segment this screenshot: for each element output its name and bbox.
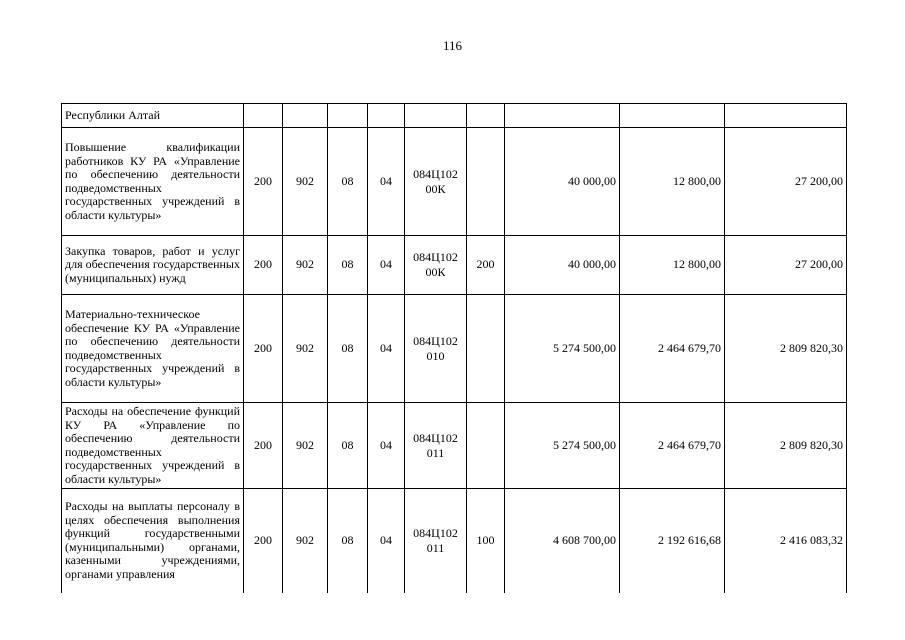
row-name: Расходы на выплаты персоналу в целях обеспечения выполнения функций государственными (муниципальными) органами, казенными учреждениями, органами управления: [62, 489, 244, 593]
target-code-cell: [405, 128, 467, 236]
grbs-cell: 200: [244, 489, 283, 593]
podrazdel-cell: 08: [328, 489, 368, 593]
grbs-cell: [244, 104, 283, 128]
podrazdel-cell: 08: [328, 295, 368, 403]
expense-type-cell: [467, 104, 505, 128]
subsection-cell: 04: [368, 489, 405, 593]
target-code-part2: 010: [426, 348, 445, 363]
grbs-cell: 200: [244, 236, 283, 295]
target-code-part2: 011: [426, 540, 445, 555]
razdel-cell: 902: [283, 236, 328, 295]
budget-table: [61, 103, 847, 593]
razdel-cell: 902: [283, 489, 328, 593]
page-number: 116: [442, 38, 463, 53]
sum-plan-cell: 5 274 500,00: [505, 295, 620, 403]
sum-plan-cell: [505, 104, 620, 128]
subsection-cell: 04: [368, 236, 405, 295]
subsection-cell: 04: [368, 403, 405, 489]
sum-plan-cell: 40 000,00: [505, 128, 620, 236]
podrazdel-cell: 08: [328, 128, 368, 236]
target-code-part2: 00К: [425, 181, 446, 196]
expense-type-cell: 200: [467, 236, 505, 295]
sum-remainder-cell: 2 809 820,30: [725, 295, 847, 403]
sum-executed-cell: 12 800,00: [620, 128, 725, 236]
sum-remainder-cell: 2 416 083,32: [725, 489, 847, 593]
sum-executed-cell: [620, 104, 725, 128]
subsection-cell: 04: [368, 128, 405, 236]
grbs-cell: 200: [244, 403, 283, 489]
expense-type-cell: [467, 128, 505, 236]
grbs-cell: 200: [244, 128, 283, 236]
expense-type-cell: [467, 403, 505, 489]
row-name: Республики Алтай: [62, 104, 244, 128]
razdel-cell: 902: [283, 128, 328, 236]
sum-remainder-cell: 27 200,00: [725, 128, 847, 236]
table-row: [62, 104, 847, 128]
expense-type-cell: 100: [467, 489, 505, 593]
subsection-cell: 04: [368, 295, 405, 403]
target-code-cell: [405, 104, 467, 128]
target-code-part1: 084Ц102: [413, 333, 458, 348]
podrazdel-cell: 08: [328, 236, 368, 295]
subsection-cell: [368, 104, 405, 128]
target-code-cell: [405, 236, 467, 295]
row-name: Закупка товаров, работ и услуг для обеспечения государственных (муниципальных) нужд: [62, 236, 244, 295]
table-row: [62, 128, 847, 236]
row-name: Расходы на обеспечение функций КУ РА «Управление по обеспечению деятельности подведомственных государственных учреждений в области культуры»: [62, 403, 244, 489]
sum-executed-cell: 2 464 679,70: [620, 403, 725, 489]
target-code-part1: 084Ц102: [413, 430, 458, 445]
target-code-part2: 011: [426, 445, 445, 460]
sum-executed-cell: 2 192 616,68: [620, 489, 725, 593]
sum-plan-cell: 5 274 500,00: [505, 403, 620, 489]
target-code-part2: 00К: [425, 265, 446, 279]
sum-plan-cell: 40 000,00: [505, 236, 620, 295]
sum-plan-cell: 4 608 700,00: [505, 489, 620, 593]
razdel-cell: 902: [283, 295, 328, 403]
table-row: [62, 489, 847, 593]
sum-executed-cell: 12 800,00: [620, 236, 725, 295]
sum-remainder-cell: 27 200,00: [725, 236, 847, 295]
expense-type-cell: [467, 295, 505, 403]
razdel-cell: [283, 104, 328, 128]
podrazdel-cell: [328, 104, 368, 128]
target-code-cell: [405, 295, 467, 403]
podrazdel-cell: 08: [328, 403, 368, 489]
table-row: [62, 295, 847, 403]
target-code-cell: [405, 489, 467, 593]
grbs-cell: 200: [244, 295, 283, 403]
table-row: [62, 236, 847, 295]
sum-remainder-cell: [725, 104, 847, 128]
target-code-cell: [405, 403, 467, 489]
table-row: [62, 403, 847, 489]
sum-remainder-cell: 2 809 820,30: [725, 403, 847, 489]
sum-executed-cell: 2 464 679,70: [620, 295, 725, 403]
razdel-cell: 902: [283, 403, 328, 489]
row-name: Материально-техническое обеспечение КУ РА «Управление по обеспечению деятельности подведомственных государственных учреждений в области культуры»: [62, 295, 244, 403]
target-code-part1: 084Ц102: [413, 525, 458, 540]
row-name: Повышение квалификации работников КУ РА «Управление по обеспечению деятельности подведомственных государственных учреждений в области культуры»: [62, 128, 244, 236]
target-code-part1: 084Ц102: [413, 166, 458, 181]
target-code-part1: 084Ц102: [413, 250, 458, 264]
